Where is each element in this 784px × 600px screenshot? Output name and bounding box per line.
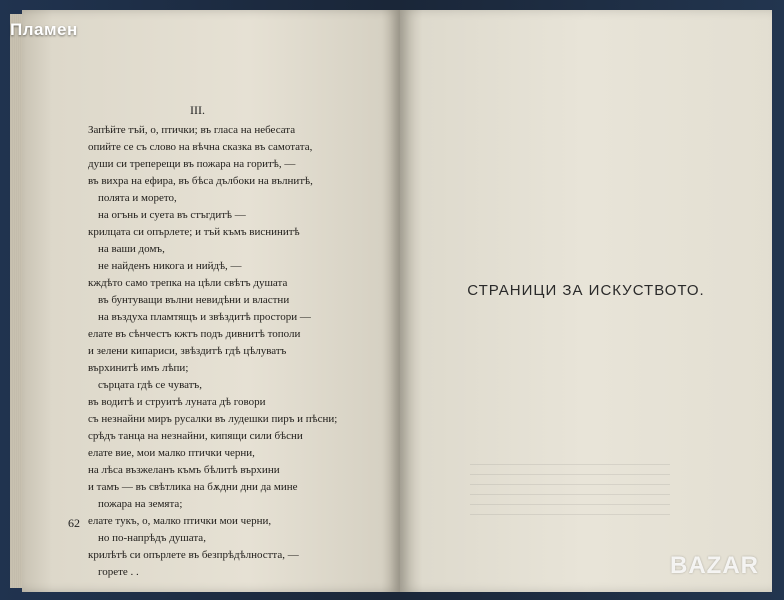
- section-number: III.: [190, 103, 205, 117]
- poem-line: не найденъ никога и нийдѣ, —: [98, 260, 242, 272]
- poem-line: елате вие, мои малко птички черни,: [88, 447, 255, 459]
- poem-text: [88, 122, 388, 581]
- poem-line: на лѣса възжеланъ къмъ бѣлитѣ върхини: [88, 464, 280, 476]
- poem-line: кждѣто само трепка на цѣли свѣтъ душата: [88, 277, 288, 289]
- poem-line: крилѣтѣ си опърлете въ безпрѣдѣлността, —: [88, 549, 299, 561]
- poem-line: елате въ сѣнчестъ кжтъ подъ дивнитѣ тополи: [88, 328, 301, 340]
- seller-brand-label: Пламен: [10, 20, 78, 39]
- poem-line: крилцата си опърлете; и тъй къмъ виснинитѣ: [88, 226, 300, 238]
- poem-line: въ вихра на ефира, въ бѣса дълбоки на вълнитѣ,: [88, 175, 313, 187]
- poem-line: елате тукъ, о, малко птички мои черни,: [88, 515, 272, 527]
- poem-line: върхинитѣ имъ лѣпи;: [88, 362, 189, 374]
- show-through-text: [470, 455, 670, 515]
- poem-line: пожара на земята;: [98, 498, 183, 510]
- poem-line: полята и морето,: [98, 192, 177, 204]
- poem-line: души си треперещи въ пожара на горитѣ, —: [88, 158, 296, 170]
- poem-line: на въздуха пламтящъ и звѣздитѣ простори —: [98, 311, 311, 323]
- poem-line: сърцата гдѣ се чуватъ,: [98, 379, 202, 391]
- poem-line: въ бунтуващи вълни невидѣни и властни: [98, 294, 290, 306]
- poem-line: на огънь и суета въ стъгдитѣ —: [98, 209, 246, 221]
- poem-line: съ незнайни миръ русалки въ лудешки пиръ и пѣсни;: [88, 413, 338, 425]
- chapter-title: СТРАНИЦИ ЗА ИСКУСТВОТО.: [467, 282, 705, 299]
- poem-line: и тамъ — въ свѣтлика на бѫдни дни да мине: [88, 481, 298, 493]
- poem-line: горете . .: [98, 566, 139, 578]
- poem-line: и зелени кипариси, звѣздитѣ гдѣ цѣлуватъ: [88, 345, 287, 357]
- bazar-watermark-logo: BAZAR: [670, 552, 759, 579]
- poem-line: на ваши домъ,: [98, 243, 165, 255]
- poem-line: Запѣйте тъй, о, птички; въ гласа на небесата: [88, 124, 296, 136]
- poem-line: опийте се съ слово на вѣчна сказка въ самотата,: [88, 141, 313, 153]
- poem-line: но по-напрѣдъ душата,: [98, 532, 206, 544]
- page-number: 62: [68, 516, 80, 530]
- poem-line: срѣдъ танца на незнайни, кипящи сили бѣсни: [88, 430, 303, 442]
- poem-line: въ водитѣ и струитѣ луната дѣ говори: [88, 396, 266, 408]
